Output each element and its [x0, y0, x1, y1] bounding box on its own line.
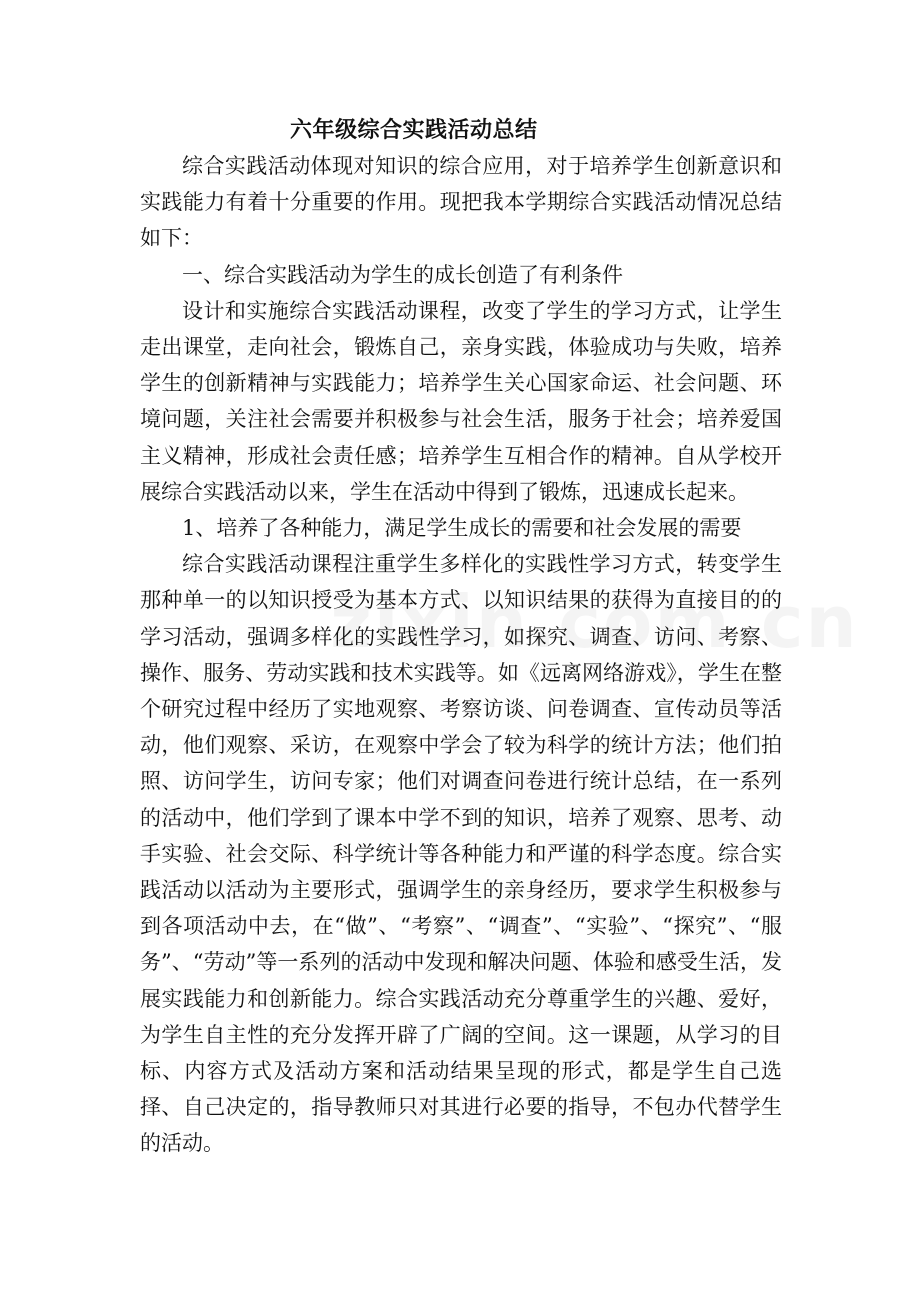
section-heading-1: 一、综合实践活动为学生的成长创造了有利条件 [182, 262, 623, 287]
document-body [140, 116, 782, 1162]
paragraph-intro: 综合实践活动体现对知识的综合应用，对于培养学生创新意识和实践能力有着十分重要的作用。现把我本学期综合实践活动情况总结如下： [140, 154, 782, 251]
paragraph-curriculum: 设计和实施综合实践活动课程，改变了学生的学习方式，让学生走出课堂，走向社会，锻炼自己，亲身实践，体验成功与失败，培养学生的创新精神与实践能力；培养学生关心国家命运、社会问题、环境问题，关注社会需要并积极参与社会生活，服务于社会；培养爱国主义精神，形成社会责任感；培养学生互相合作的精神。自从学校开展综合实践活动以来，学生在活动中得到了锻炼，迅速成长起来。 [140, 298, 782, 504]
document-title: 六年级综合实践活动总结 [290, 118, 538, 143]
paragraph-practice-learning: 综合实践活动课程注重学生多样化的实践性学习方式，转变学生那种单一的以知识授受为基本方式、以知识结果的获得为直接目的的学习活动，强调多样化的实践性学习，如探究、调查、访问、考察、操作、服务、劳动实践和技术实践等。如《远离网络游戏》，学生在整个研究过程中经历了实地观察、考察访谈、问卷调查、宣传动员等活动，他们观察、采访，在观察中学会了较为科学的统计方法；他们拍照、访问学生，访问专家；他们对调查问卷进行统计总结，在一系列的活动中，他们学到了课本中学不到的知识，培养了观察、思考、动手实验、社会交际、科学统计等各种能力和严谨的科学态度。综合实践活动以活动为主要形式，强调学生的亲身经历，要求学生积极参与到各项活动中去，在“做”、“考察”、“调查”、“实验”、“探究”、“服务”、“劳动”等一系列的活动中发现和解决问题、体验和感受生活，发展实践能力和创新能力。综合实践活动充分尊重学生的兴趣、爱好，为学生自主性的充分发挥开辟了广阔的空间。这一课题，从学习的目标、内容方式及活动方案和活动结果呈现的形式，都是学生自己选择、自己决定的，指导教师只对其进行必要的指导，不包办代替学生的活动。 [140, 552, 782, 1156]
subsection-heading-1: 1、培养了各种能力，满足学生成长的需要和社会发展的需要 [182, 516, 742, 541]
